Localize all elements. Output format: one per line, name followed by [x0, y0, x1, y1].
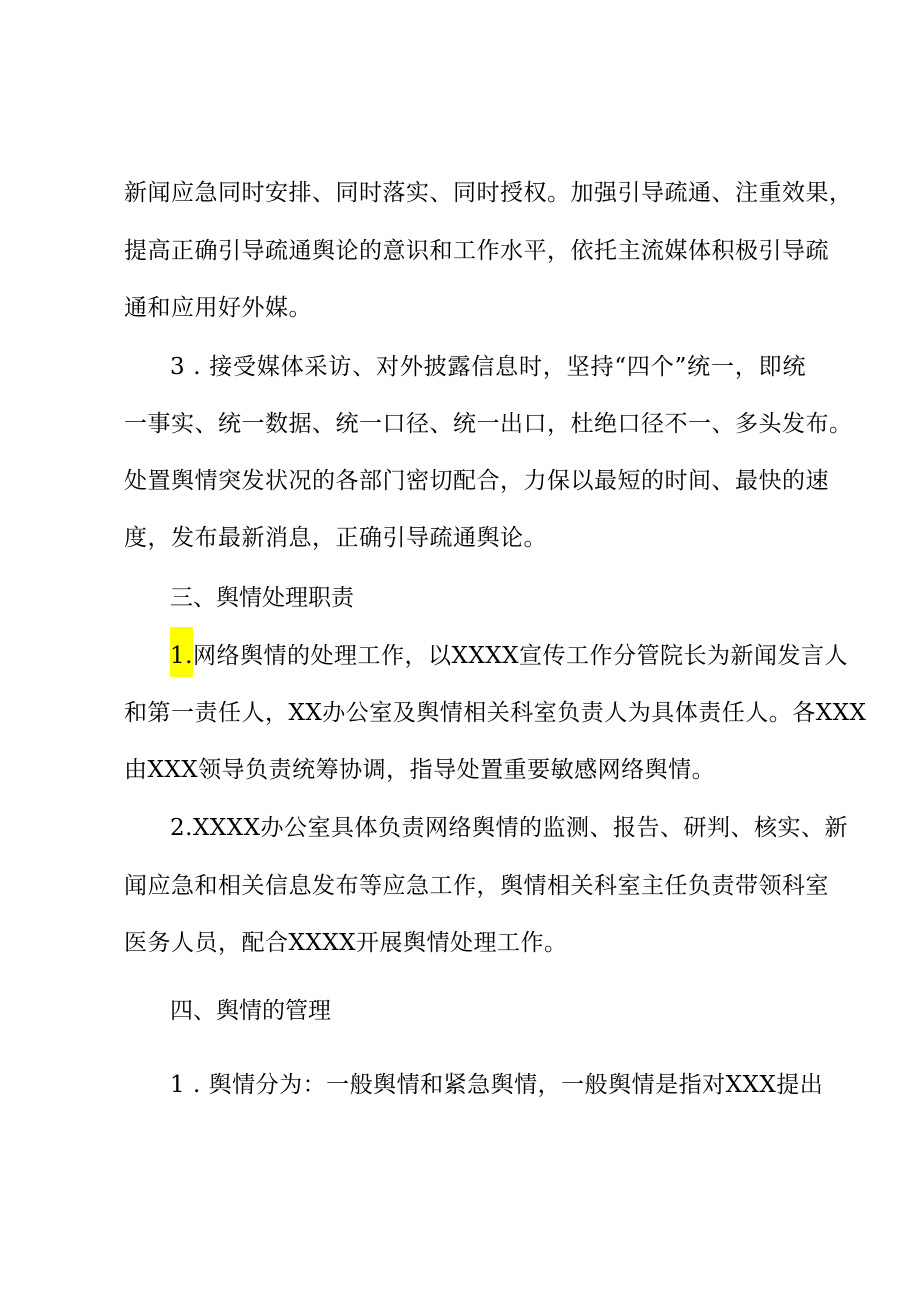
paragraph-2-line-1: 3 . 接受媒体采访、对外披露信息时，坚持“四个”统一，即统	[170, 354, 806, 380]
paragraph-1-line-1: 新闻应急同时安排、同时落实、同时授权。加强引导疏通、注重效果，	[124, 180, 853, 206]
paragraph-2-line-4: 度，发布最新消息，正确引导疏通舆论。	[124, 525, 547, 551]
paragraph-4-line-2: 闻应急和相关信息发布等应急工作，舆情相关科室主任负责带领科室	[124, 873, 829, 899]
section-heading-4: 四、舆情的管理	[170, 998, 331, 1024]
paragraph-1-line-3: 通和应用好外媒。	[124, 295, 312, 321]
paragraph-3-line-1-text: 网络舆情的处理工作，以XXXX宣传工作分管院长为新闻发言人	[192, 643, 848, 669]
paragraph-3-line-2: 和第一责任人，XX办公室及舆情相关科室负责人为具体责任人。各XXX	[124, 700, 867, 726]
paragraph-4-line-3: 医务人员，配合XXXX开展舆情处理工作。	[124, 930, 568, 956]
paragraph-5-line-1: 1 . 舆情分为：一般舆情和紧急舆情，一般舆情是指对XXX提出	[170, 1072, 824, 1098]
paragraph-2-line-2: 一事实、统一数据、统一口径、统一出口，杜绝口径不一、多头发布。	[124, 411, 853, 437]
highlighted-number: 1.	[170, 627, 193, 677]
paragraph-2-line-3: 处置舆情突发状况的各部门密切配合，力保以最短的时间、最快的速	[124, 468, 829, 494]
section-heading-3: 三、舆情处理职责	[170, 585, 354, 611]
paragraph-1-line-2: 提高正确引导疏通舆论的意识和工作水平，依托主流媒体积极引导疏	[124, 238, 829, 264]
paragraph-3-line-3: 由XXX领导负责统筹协调，指导处置重要敏感网络舆情。	[124, 757, 716, 783]
paragraph-3-line-1	[170, 641, 848, 677]
paragraph-4-line-1: 2.XXXX办公室具体负责网络舆情的监测、报告、研判、核实、新	[170, 815, 848, 841]
